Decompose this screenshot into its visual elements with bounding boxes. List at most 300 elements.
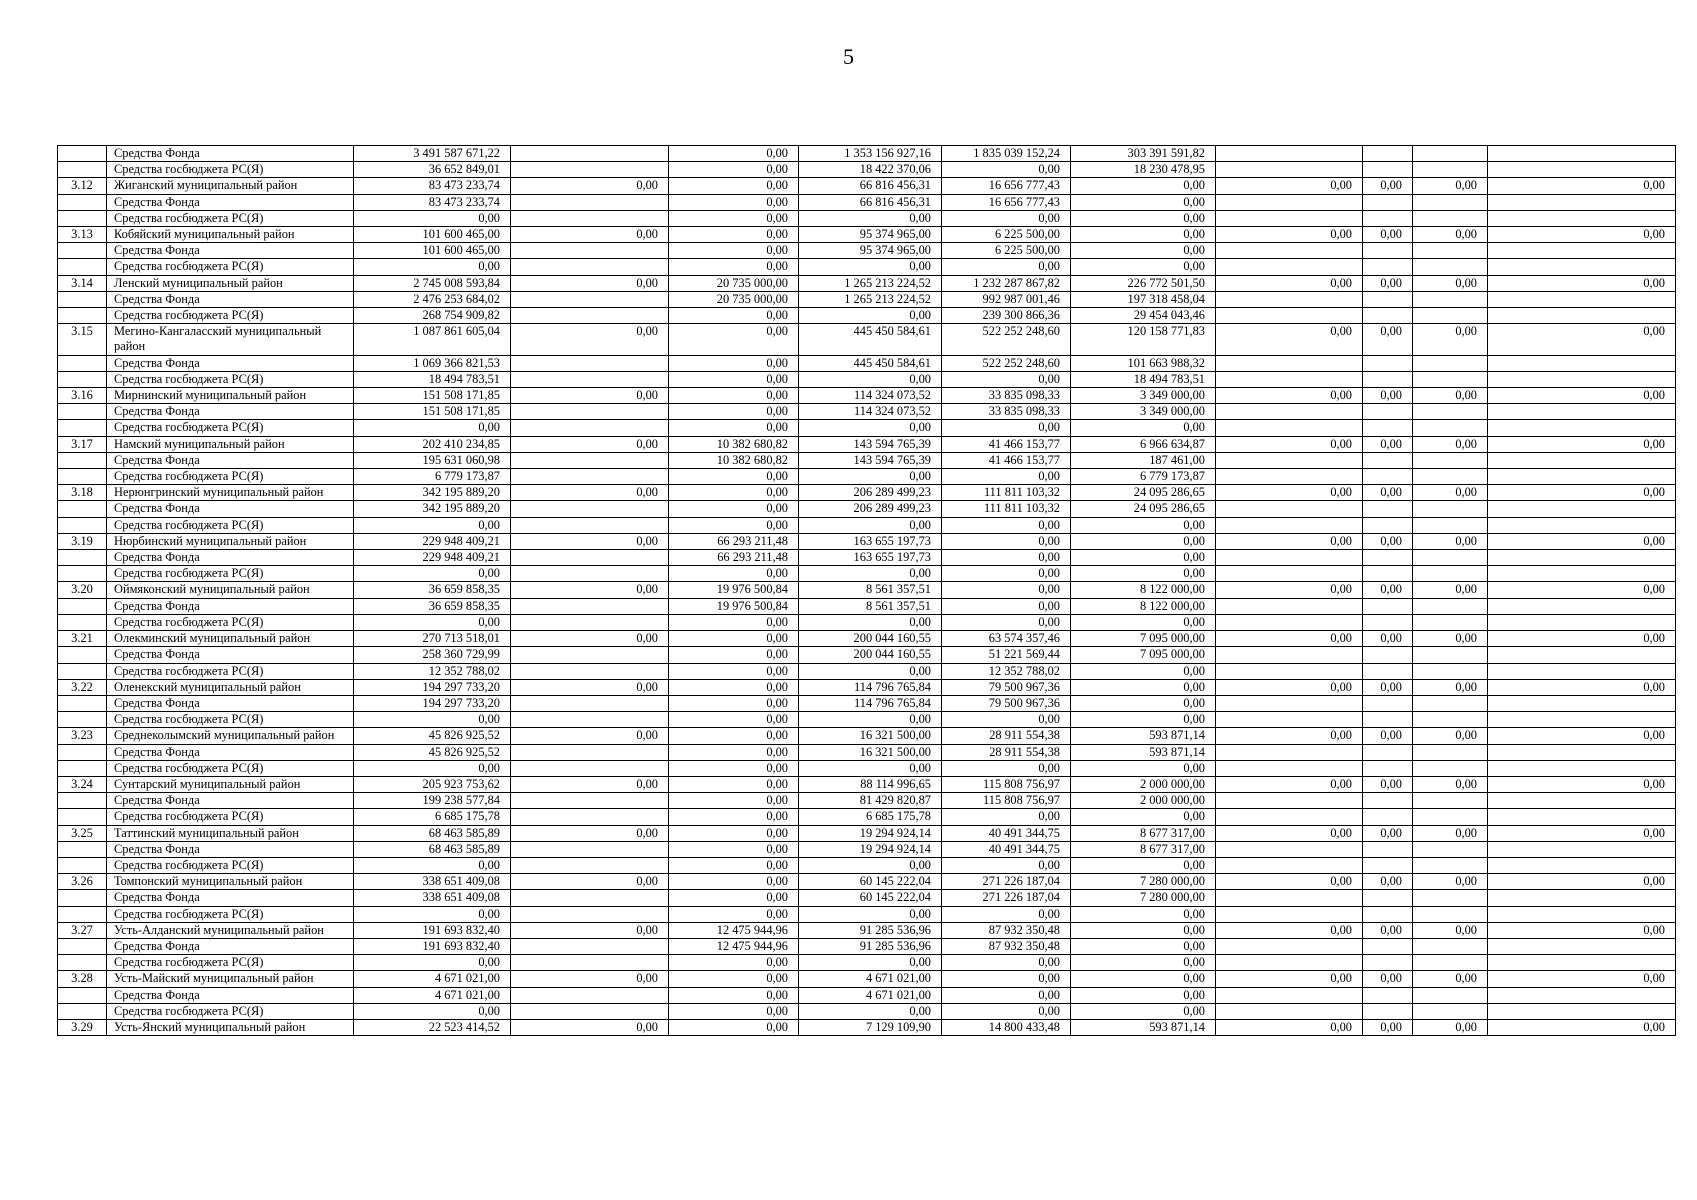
col-5-cell: 0,00 [942, 517, 1071, 533]
col-6-cell: 0,00 [1071, 420, 1216, 436]
total-cell: 36 652 849,01 [354, 162, 511, 178]
col-3-cell: 0,00 [669, 809, 799, 825]
table-row [58, 517, 1676, 533]
col-7-cell: 0,00 [1216, 631, 1363, 647]
col-3-cell: 0,00 [669, 227, 799, 243]
row-index-cell [58, 793, 107, 809]
col-7-cell [1216, 955, 1363, 971]
col-2-cell: 0,00 [511, 324, 669, 355]
col-6-cell: 0,00 [1071, 809, 1216, 825]
row-name-cell: Жиганский муниципальный район [107, 178, 354, 194]
col-7-cell [1216, 906, 1363, 922]
table-row [58, 809, 1676, 825]
col-9-cell: 0,00 [1413, 275, 1488, 291]
row-name-cell: Мирнинский муниципальный район [107, 388, 354, 404]
col-3-cell: 0,00 [669, 663, 799, 679]
col-2-cell: 0,00 [511, 874, 669, 890]
col-7-cell [1216, 712, 1363, 728]
col-7-cell: 0,00 [1216, 388, 1363, 404]
col-9-cell: 0,00 [1413, 728, 1488, 744]
col-5-cell: 79 500 967,36 [942, 679, 1071, 695]
col-4-cell: 0,00 [799, 517, 942, 533]
col-7-cell [1216, 501, 1363, 517]
col-7-cell [1216, 663, 1363, 679]
col-4-cell: 19 294 924,14 [799, 825, 942, 841]
table-row [58, 744, 1676, 760]
col-5-cell: 51 221 569,44 [942, 647, 1071, 663]
col-7-cell [1216, 550, 1363, 566]
col-2-cell [511, 517, 669, 533]
col-9-cell: 0,00 [1413, 324, 1488, 355]
col-7-cell [1216, 452, 1363, 468]
col-5-cell: 87 932 350,48 [942, 938, 1071, 954]
table-row [58, 695, 1676, 711]
total-cell: 4 671 021,00 [354, 987, 511, 1003]
col-5-cell: 14 800 433,48 [942, 1019, 1071, 1035]
row-name-cell: Нерюнгринский муниципальный район [107, 485, 354, 501]
col-6-cell: 3 349 000,00 [1071, 404, 1216, 420]
financing-table [57, 145, 1676, 1036]
col-3-cell: 0,00 [669, 647, 799, 663]
col-9-cell: 0,00 [1413, 776, 1488, 792]
col-10-cell [1488, 210, 1676, 226]
col-2-cell [511, 566, 669, 582]
row-index-cell: 3.20 [58, 582, 107, 598]
col-7-cell [1216, 194, 1363, 210]
col-3-cell: 20 735 000,00 [669, 275, 799, 291]
table-row [58, 501, 1676, 517]
col-9-cell [1413, 371, 1488, 387]
row-index-cell [58, 1003, 107, 1019]
table-body [58, 146, 1676, 1036]
col-7-cell [1216, 1003, 1363, 1019]
total-cell: 229 948 409,21 [354, 533, 511, 549]
table-row [58, 582, 1676, 598]
col-8-cell: 0,00 [1363, 582, 1413, 598]
col-2-cell [511, 906, 669, 922]
total-cell: 36 659 858,35 [354, 582, 511, 598]
col-2-cell [511, 841, 669, 857]
total-cell: 101 600 465,00 [354, 227, 511, 243]
row-name-cell: Средства Фонда [107, 146, 354, 162]
col-9-cell: 0,00 [1413, 825, 1488, 841]
table-row [58, 388, 1676, 404]
col-7-cell: 0,00 [1216, 776, 1363, 792]
col-4-cell: 16 321 500,00 [799, 728, 942, 744]
col-9-cell: 0,00 [1413, 485, 1488, 501]
col-3-cell: 0,00 [669, 210, 799, 226]
col-8-cell [1363, 955, 1413, 971]
col-4-cell: 16 321 500,00 [799, 744, 942, 760]
total-cell: 0,00 [354, 1003, 511, 1019]
table-row [58, 793, 1676, 809]
col-6-cell: 303 391 591,82 [1071, 146, 1216, 162]
col-5-cell: 6 225 500,00 [942, 227, 1071, 243]
row-index-cell [58, 712, 107, 728]
table-row [58, 243, 1676, 259]
row-index-cell: 3.23 [58, 728, 107, 744]
col-5-cell: 0,00 [942, 533, 1071, 549]
col-5-cell: 115 808 756,97 [942, 776, 1071, 792]
col-2-cell [511, 1003, 669, 1019]
col-8-cell [1363, 291, 1413, 307]
col-4-cell: 66 816 456,31 [799, 178, 942, 194]
col-2-cell [511, 501, 669, 517]
total-cell: 6 779 173,87 [354, 469, 511, 485]
col-2-cell [511, 663, 669, 679]
total-cell: 1 069 366 821,53 [354, 355, 511, 371]
row-name-cell: Намский муниципальный район [107, 436, 354, 452]
total-cell: 194 297 733,20 [354, 695, 511, 711]
col-3-cell: 0,00 [669, 793, 799, 809]
col-4-cell: 0,00 [799, 259, 942, 275]
col-4-cell: 0,00 [799, 760, 942, 776]
col-8-cell: 0,00 [1363, 922, 1413, 938]
total-cell: 199 238 577,84 [354, 793, 511, 809]
total-cell: 0,00 [354, 712, 511, 728]
row-index-cell [58, 162, 107, 178]
col-7-cell: 0,00 [1216, 582, 1363, 598]
row-name-cell: Средства Фонда [107, 987, 354, 1003]
col-10-cell [1488, 420, 1676, 436]
col-9-cell [1413, 793, 1488, 809]
col-7-cell: 0,00 [1216, 922, 1363, 938]
table-row [58, 825, 1676, 841]
row-index-cell [58, 614, 107, 630]
col-9-cell [1413, 194, 1488, 210]
col-9-cell [1413, 566, 1488, 582]
row-index-cell [58, 760, 107, 776]
col-6-cell: 7 280 000,00 [1071, 890, 1216, 906]
col-8-cell: 0,00 [1363, 776, 1413, 792]
row-index-cell [58, 501, 107, 517]
col-2-cell [511, 695, 669, 711]
col-3-cell: 0,00 [669, 971, 799, 987]
col-8-cell [1363, 809, 1413, 825]
row-index-cell: 3.24 [58, 776, 107, 792]
col-9-cell [1413, 614, 1488, 630]
col-3-cell: 0,00 [669, 404, 799, 420]
col-4-cell: 1 265 213 224,52 [799, 275, 942, 291]
col-6-cell: 8 122 000,00 [1071, 582, 1216, 598]
col-5-cell: 40 491 344,75 [942, 825, 1071, 841]
col-10-cell [1488, 890, 1676, 906]
col-3-cell: 0,00 [669, 371, 799, 387]
row-index-cell [58, 355, 107, 371]
col-10-cell [1488, 987, 1676, 1003]
col-6-cell: 0,00 [1071, 550, 1216, 566]
col-5-cell: 87 932 350,48 [942, 922, 1071, 938]
col-9-cell [1413, 1003, 1488, 1019]
total-cell: 4 671 021,00 [354, 971, 511, 987]
row-index-cell [58, 550, 107, 566]
total-cell: 101 600 465,00 [354, 243, 511, 259]
table-row [58, 647, 1676, 663]
col-5-cell: 41 466 153,77 [942, 436, 1071, 452]
col-8-cell [1363, 712, 1413, 728]
total-cell: 0,00 [354, 857, 511, 873]
total-cell: 202 410 234,85 [354, 436, 511, 452]
col-2-cell [511, 890, 669, 906]
col-8-cell [1363, 146, 1413, 162]
row-index-cell: 3.22 [58, 679, 107, 695]
row-name-cell: Средства Фонда [107, 598, 354, 614]
col-10-cell: 0,00 [1488, 971, 1676, 987]
col-8-cell: 0,00 [1363, 971, 1413, 987]
col-9-cell [1413, 987, 1488, 1003]
total-cell: 3 491 587 671,22 [354, 146, 511, 162]
table-row [58, 550, 1676, 566]
col-4-cell: 143 594 765,39 [799, 436, 942, 452]
col-9-cell: 0,00 [1413, 631, 1488, 647]
row-index-cell [58, 469, 107, 485]
table-row [58, 420, 1676, 436]
col-5-cell: 0,00 [942, 550, 1071, 566]
col-5-cell: 0,00 [942, 760, 1071, 776]
col-4-cell: 0,00 [799, 308, 942, 324]
col-3-cell: 0,00 [669, 308, 799, 324]
row-index-cell [58, 987, 107, 1003]
total-cell: 258 360 729,99 [354, 647, 511, 663]
col-4-cell: 163 655 197,73 [799, 533, 942, 549]
col-5-cell: 992 987 001,46 [942, 291, 1071, 307]
row-name-cell: Средства госбюджета РС(Я) [107, 371, 354, 387]
col-6-cell: 226 772 501,50 [1071, 275, 1216, 291]
col-2-cell: 0,00 [511, 825, 669, 841]
col-7-cell: 0,00 [1216, 1019, 1363, 1035]
col-4-cell: 95 374 965,00 [799, 227, 942, 243]
col-9-cell [1413, 420, 1488, 436]
col-6-cell: 2 000 000,00 [1071, 776, 1216, 792]
table-row [58, 371, 1676, 387]
total-cell: 0,00 [354, 906, 511, 922]
col-6-cell: 8 677 317,00 [1071, 841, 1216, 857]
col-5-cell: 1 835 039 152,24 [942, 146, 1071, 162]
row-name-cell: Усть-Алданский муниципальный район [107, 922, 354, 938]
col-3-cell: 0,00 [669, 614, 799, 630]
col-3-cell: 19 976 500,84 [669, 598, 799, 614]
col-3-cell: 66 293 211,48 [669, 533, 799, 549]
col-10-cell: 0,00 [1488, 388, 1676, 404]
col-3-cell: 10 382 680,82 [669, 436, 799, 452]
table-row [58, 987, 1676, 1003]
row-name-cell: Средства госбюджета РС(Я) [107, 663, 354, 679]
total-cell: 0,00 [354, 614, 511, 630]
col-8-cell: 0,00 [1363, 275, 1413, 291]
col-6-cell: 0,00 [1071, 695, 1216, 711]
col-9-cell [1413, 517, 1488, 533]
table-row [58, 938, 1676, 954]
total-cell: 270 713 518,01 [354, 631, 511, 647]
col-2-cell: 0,00 [511, 1019, 669, 1035]
col-6-cell: 0,00 [1071, 194, 1216, 210]
col-10-cell [1488, 938, 1676, 954]
col-8-cell: 0,00 [1363, 388, 1413, 404]
col-8-cell [1363, 987, 1413, 1003]
col-3-cell: 0,00 [669, 469, 799, 485]
row-name-cell: Средства госбюджета РС(Я) [107, 517, 354, 533]
row-name-cell: Средства госбюджета РС(Я) [107, 809, 354, 825]
col-10-cell [1488, 614, 1676, 630]
col-10-cell [1488, 566, 1676, 582]
row-name-cell: Нюрбинский муниципальный район [107, 533, 354, 549]
col-8-cell [1363, 906, 1413, 922]
col-10-cell [1488, 647, 1676, 663]
col-3-cell: 0,00 [669, 744, 799, 760]
col-3-cell: 0,00 [669, 825, 799, 841]
total-cell: 0,00 [354, 259, 511, 275]
col-2-cell [511, 760, 669, 776]
col-8-cell [1363, 243, 1413, 259]
row-index-cell: 3.19 [58, 533, 107, 549]
col-10-cell: 0,00 [1488, 436, 1676, 452]
col-6-cell: 0,00 [1071, 259, 1216, 275]
col-4-cell: 0,00 [799, 371, 942, 387]
col-8-cell [1363, 371, 1413, 387]
col-4-cell: 8 561 357,51 [799, 582, 942, 598]
row-index-cell [58, 194, 107, 210]
col-4-cell: 7 129 109,90 [799, 1019, 942, 1035]
row-index-cell [58, 809, 107, 825]
col-10-cell: 0,00 [1488, 275, 1676, 291]
col-6-cell: 3 349 000,00 [1071, 388, 1216, 404]
col-2-cell [511, 955, 669, 971]
table-row [58, 291, 1676, 307]
table-row [58, 598, 1676, 614]
col-8-cell [1363, 566, 1413, 582]
row-index-cell [58, 146, 107, 162]
col-7-cell [1216, 517, 1363, 533]
col-4-cell: 0,00 [799, 955, 942, 971]
col-10-cell [1488, 308, 1676, 324]
total-cell: 338 651 409,08 [354, 874, 511, 890]
col-5-cell: 0,00 [942, 809, 1071, 825]
col-5-cell: 0,00 [942, 712, 1071, 728]
col-7-cell [1216, 938, 1363, 954]
col-2-cell: 0,00 [511, 178, 669, 194]
row-index-cell [58, 517, 107, 533]
table-row [58, 760, 1676, 776]
row-name-cell: Усть-Майский муниципальный район [107, 971, 354, 987]
col-2-cell: 0,00 [511, 227, 669, 243]
col-9-cell [1413, 744, 1488, 760]
col-8-cell [1363, 469, 1413, 485]
col-10-cell: 0,00 [1488, 227, 1676, 243]
col-6-cell: 24 095 286,65 [1071, 501, 1216, 517]
col-4-cell: 8 561 357,51 [799, 598, 942, 614]
row-name-cell: Кобяйский муниципальный район [107, 227, 354, 243]
row-name-cell: Оймяконский муниципальный район [107, 582, 354, 598]
col-7-cell [1216, 841, 1363, 857]
col-8-cell [1363, 890, 1413, 906]
col-7-cell [1216, 308, 1363, 324]
col-9-cell [1413, 452, 1488, 468]
col-3-cell: 0,00 [669, 388, 799, 404]
col-5-cell: 0,00 [942, 259, 1071, 275]
col-10-cell [1488, 793, 1676, 809]
table-row [58, 436, 1676, 452]
col-6-cell: 0,00 [1071, 243, 1216, 259]
col-5-cell: 0,00 [942, 987, 1071, 1003]
col-3-cell: 0,00 [669, 631, 799, 647]
total-cell: 45 826 925,52 [354, 744, 511, 760]
col-9-cell [1413, 809, 1488, 825]
col-9-cell [1413, 938, 1488, 954]
col-10-cell: 0,00 [1488, 874, 1676, 890]
col-2-cell [511, 938, 669, 954]
col-8-cell [1363, 857, 1413, 873]
col-6-cell: 197 318 458,04 [1071, 291, 1216, 307]
col-7-cell [1216, 695, 1363, 711]
col-4-cell: 0,00 [799, 906, 942, 922]
row-index-cell [58, 890, 107, 906]
col-6-cell: 0,00 [1071, 922, 1216, 938]
total-cell: 268 754 909,82 [354, 308, 511, 324]
row-index-cell [58, 695, 107, 711]
col-6-cell: 0,00 [1071, 227, 1216, 243]
col-7-cell: 0,00 [1216, 679, 1363, 695]
row-name-cell: Средства госбюджета РС(Я) [107, 420, 354, 436]
col-4-cell: 0,00 [799, 566, 942, 582]
total-cell: 2 476 253 684,02 [354, 291, 511, 307]
table-row [58, 566, 1676, 582]
col-9-cell [1413, 404, 1488, 420]
row-index-cell [58, 243, 107, 259]
row-name-cell: Средства госбюджета РС(Я) [107, 614, 354, 630]
row-name-cell: Средства Фонда [107, 452, 354, 468]
col-8-cell: 0,00 [1363, 728, 1413, 744]
col-2-cell [511, 162, 669, 178]
col-4-cell: 445 450 584,61 [799, 355, 942, 371]
row-name-cell: Средства Фонда [107, 647, 354, 663]
table-row [58, 469, 1676, 485]
col-5-cell: 522 252 248,60 [942, 324, 1071, 355]
col-2-cell [511, 259, 669, 275]
col-2-cell [511, 809, 669, 825]
col-5-cell: 79 500 967,36 [942, 695, 1071, 711]
table-row [58, 679, 1676, 695]
row-name-cell: Усть-Янский муниципальный район [107, 1019, 354, 1035]
col-8-cell [1363, 194, 1413, 210]
col-2-cell: 0,00 [511, 388, 669, 404]
col-7-cell [1216, 371, 1363, 387]
col-9-cell: 0,00 [1413, 436, 1488, 452]
col-2-cell [511, 194, 669, 210]
col-8-cell [1363, 404, 1413, 420]
col-7-cell: 0,00 [1216, 227, 1363, 243]
row-name-cell: Средства Фонда [107, 404, 354, 420]
total-cell: 205 923 753,62 [354, 776, 511, 792]
col-3-cell: 0,00 [669, 194, 799, 210]
col-6-cell: 593 871,14 [1071, 1019, 1216, 1035]
col-5-cell: 33 835 098,33 [942, 404, 1071, 420]
row-index-cell [58, 857, 107, 873]
col-3-cell: 20 735 000,00 [669, 291, 799, 307]
col-10-cell: 0,00 [1488, 631, 1676, 647]
col-4-cell: 206 289 499,23 [799, 501, 942, 517]
col-2-cell: 0,00 [511, 436, 669, 452]
row-index-cell [58, 291, 107, 307]
col-6-cell: 0,00 [1071, 566, 1216, 582]
col-9-cell [1413, 760, 1488, 776]
col-4-cell: 200 044 160,55 [799, 631, 942, 647]
total-cell: 342 195 889,20 [354, 485, 511, 501]
col-3-cell: 66 293 211,48 [669, 550, 799, 566]
col-2-cell: 0,00 [511, 971, 669, 987]
col-7-cell [1216, 744, 1363, 760]
col-2-cell: 0,00 [511, 728, 669, 744]
row-index-cell [58, 841, 107, 857]
